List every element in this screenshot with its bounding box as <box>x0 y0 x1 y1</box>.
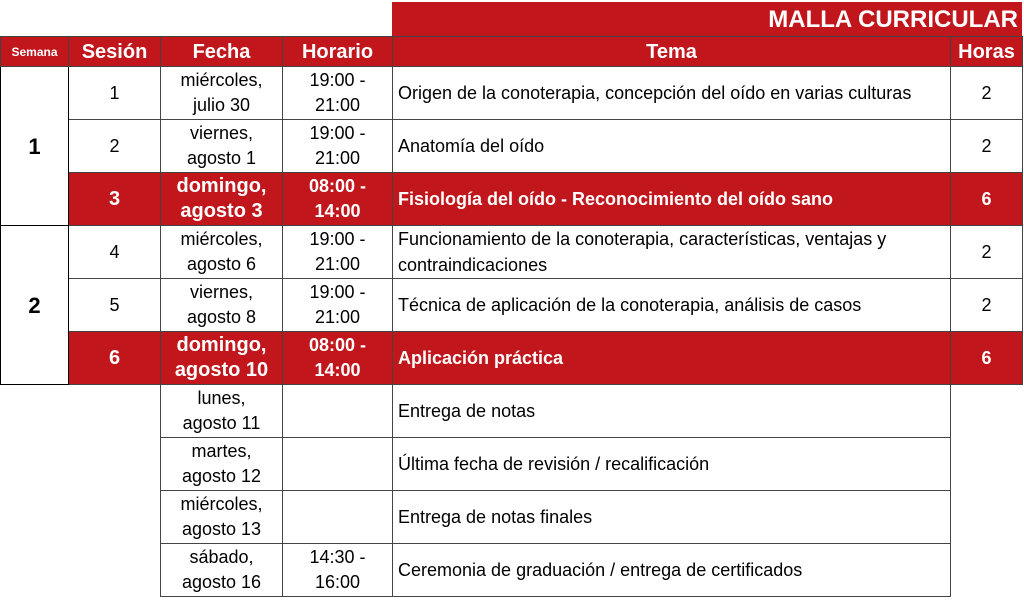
time-start: 19:00 - <box>309 70 366 90</box>
date-cell <box>161 67 283 120</box>
table-row <box>1 67 1023 120</box>
date-weekday: domingo, <box>176 334 267 356</box>
topic-cell: Entrega de notas <box>393 385 951 438</box>
header-horario: Horario <box>283 37 393 67</box>
time-end: 21:00 <box>314 254 361 274</box>
table-row <box>1 279 1023 332</box>
date-weekday: sábado, <box>189 547 254 567</box>
header-semana: Semana <box>1 37 69 67</box>
hours-cell: 2 <box>951 67 1023 120</box>
header-row <box>1 37 1023 67</box>
table-title: MALLA CURRICULAR <box>392 2 1022 36</box>
topic-cell: Técnica de aplicación de la conoterapia, análisis de casos <box>393 279 951 332</box>
time-cell <box>283 279 393 332</box>
week-cell: 1 <box>1 67 69 226</box>
date-weekday: domingo, <box>176 175 267 197</box>
time-end: 21:00 <box>314 148 361 168</box>
date-day: agosto 10 <box>174 359 269 381</box>
date-weekday: miércoles, <box>180 494 263 514</box>
curriculum-table <box>0 36 1023 597</box>
topic-cell: Funcionamiento de la conoterapia, características, ventajas y contraindicaciones <box>393 226 951 279</box>
session-cell: 3 <box>69 173 161 226</box>
time-end: 21:00 <box>314 307 361 327</box>
time-end: 14:00 <box>314 360 361 380</box>
date-day: julio 30 <box>192 95 251 115</box>
date-day: agosto 6 <box>186 254 257 274</box>
topic-cell: Última fecha de revisión / recalificación <box>393 438 951 491</box>
date-cell <box>161 279 283 332</box>
hours-cell: 2 <box>951 279 1023 332</box>
date-weekday: viernes, <box>189 123 254 143</box>
date-day: agosto 11 <box>182 413 261 433</box>
time-start: 14:30 - <box>309 547 366 567</box>
date-weekday: martes, <box>191 441 252 461</box>
time-start: 19:00 - <box>309 123 366 143</box>
date-weekday: viernes, <box>189 282 254 302</box>
session-cell: 6 <box>69 332 161 385</box>
time-start: 19:00 - <box>309 229 366 249</box>
date-cell <box>161 226 283 279</box>
session-cell: 1 <box>69 67 161 120</box>
time-cell <box>283 120 393 173</box>
header-sesion: Sesión <box>69 37 161 67</box>
time-end: 16:00 <box>314 572 361 592</box>
time-cell <box>283 491 393 544</box>
date-weekday: lunes, <box>197 388 246 408</box>
date-day: agosto 12 <box>181 466 262 486</box>
date-day: agosto 13 <box>181 519 262 539</box>
table-row <box>1 120 1023 173</box>
table-row-extra <box>1 385 1023 438</box>
date-cell <box>161 120 283 173</box>
topic-cell: Aplicación práctica <box>393 332 951 385</box>
time-cell <box>283 332 393 385</box>
hours-cell: 6 <box>951 332 1023 385</box>
date-day: agosto 3 <box>180 200 263 222</box>
date-cell <box>161 332 283 385</box>
table-row-extra <box>1 544 1023 597</box>
topic-cell: Anatomía del oído <box>393 120 951 173</box>
time-cell <box>283 438 393 491</box>
date-weekday: miércoles, <box>180 70 263 90</box>
week-cell: 2 <box>1 226 69 385</box>
time-end: 14:00 <box>314 201 361 221</box>
session-cell: 2 <box>69 120 161 173</box>
time-start: 08:00 - <box>308 176 367 196</box>
time-cell <box>283 544 393 597</box>
date-weekday: miércoles, <box>180 229 263 249</box>
table-row-extra <box>1 491 1023 544</box>
table-row-highlighted <box>1 173 1023 226</box>
time-start: 08:00 - <box>308 335 367 355</box>
header-fecha: Fecha <box>161 37 283 67</box>
header-tema: Tema <box>393 37 951 67</box>
header-horas: Horas <box>951 37 1023 67</box>
date-cell <box>161 491 283 544</box>
hours-cell: 2 <box>951 226 1023 279</box>
table-row-highlighted <box>1 332 1023 385</box>
date-cell <box>161 544 283 597</box>
time-cell <box>283 173 393 226</box>
time-cell <box>283 385 393 438</box>
time-cell <box>283 226 393 279</box>
topic-cell: Origen de la conoterapia, concepción del oído en varias culturas <box>393 67 951 120</box>
time-start: 19:00 - <box>309 282 366 302</box>
date-day: agosto 8 <box>186 307 257 327</box>
date-cell <box>161 173 283 226</box>
date-cell <box>161 438 283 491</box>
date-day: agosto 1 <box>186 148 257 168</box>
time-cell <box>283 67 393 120</box>
topic-cell: Fisiología del oído - Reconocimiento del oído sano <box>393 173 951 226</box>
session-cell: 5 <box>69 279 161 332</box>
topic-cell: Entrega de notas finales <box>393 491 951 544</box>
topic-cell: Ceremonia de graduación / entrega de certificados <box>393 544 951 597</box>
hours-cell: 2 <box>951 120 1023 173</box>
hours-cell: 6 <box>951 173 1023 226</box>
date-day: agosto 16 <box>181 572 262 592</box>
session-cell: 4 <box>69 226 161 279</box>
table-row <box>1 226 1023 279</box>
date-cell <box>161 385 283 438</box>
time-end: 21:00 <box>314 95 361 115</box>
table-row-extra <box>1 438 1023 491</box>
